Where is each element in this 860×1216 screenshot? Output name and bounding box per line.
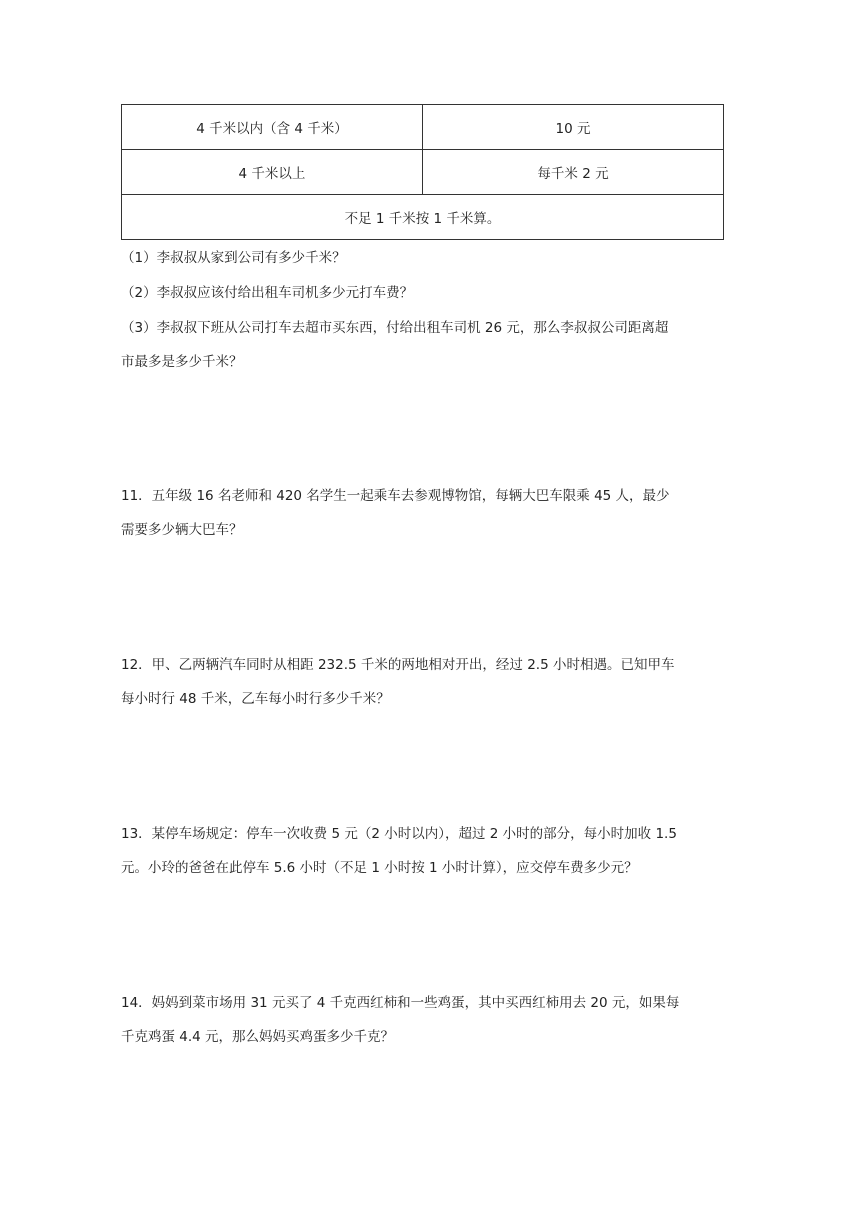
- table-row: [122, 195, 724, 240]
- subquestion-3-continued: 市最多是多少千米？: [121, 354, 243, 370]
- problem-14-line-1: 14．妈妈到菜市场用 31 元买了 4 千克西红柿和一些鸡蛋，其中买西红柿用去 20 元，如果每: [121, 995, 680, 1011]
- table-note: 不足 1 千米按 1 千米算。: [122, 195, 724, 240]
- price-cell: 每千米 2 元: [423, 150, 724, 195]
- subquestion-2: （2）李叔叔应该付给出租车司机多少元打车费？: [121, 285, 414, 301]
- problem-13-line-2: 元。小玲的爸爸在此停车 5.6 小时（不足 1 小时按 1 小时计算），应交停车费多少元？: [121, 860, 638, 876]
- fare-table: [121, 104, 724, 240]
- problem-12-line-1: 12．甲、乙两辆汽车同时从相距 232.5 千米的两地相对开出，经过 2.5 小时相遇。已知甲车: [121, 657, 675, 673]
- table-row: [122, 105, 724, 150]
- problem-13-line-1: 13．某停车场规定：停车一次收费 5 元（2 小时以内），超过 2 小时的部分，每小时加收 1.5: [121, 826, 677, 842]
- distance-cell: 4 千米以上: [122, 150, 423, 195]
- problem-11-line-2: 需要多少辆大巴车？: [121, 522, 243, 538]
- problem-12-line-2: 每小时行 48 千米，乙车每小时行多少千米？: [121, 691, 390, 707]
- subquestion-1: （1）李叔叔从家到公司有多少千米？: [121, 250, 346, 266]
- problem-11-line-1: 11．五年级 16 名老师和 420 名学生一起乘车去参观博物馆，每辆大巴车限乘 45 人，最少: [121, 488, 670, 504]
- subquestion-3: （3）李叔叔下班从公司打车去超市买东西，付给出租车司机 26 元，那么李叔叔公司距离超: [121, 320, 669, 336]
- table-row: [122, 150, 724, 195]
- distance-cell: 4 千米以内（含 4 千米）: [122, 105, 423, 150]
- problem-14-line-2: 千克鸡蛋 4.4 元，那么妈妈买鸡蛋多少千克？: [121, 1029, 395, 1045]
- price-cell: 10 元: [423, 105, 724, 150]
